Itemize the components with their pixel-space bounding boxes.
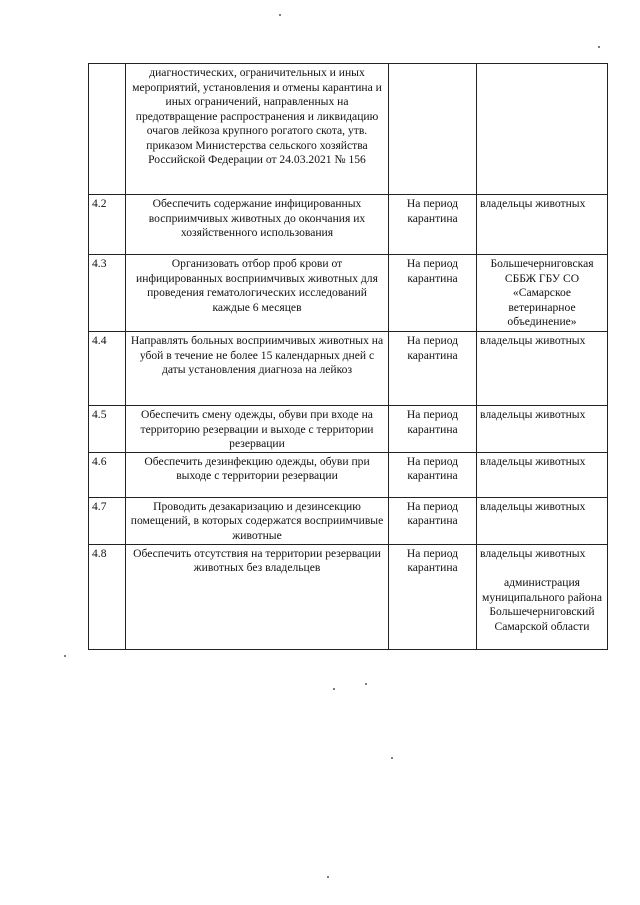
term-cell: На период карантина bbox=[389, 332, 477, 406]
action-cell: диагностических, ограничительных и иных мероприятий, установления и отмены карантина и иных ограничений, направленных на предотвращение распространения и ликвидацию очагов лейкоза крупного рогатого скота, утв. приказом Министерства сельского хозяйства Российской Федерации от 24.03.2021 № 156 bbox=[126, 64, 389, 195]
term-cell: На период карантина bbox=[389, 406, 477, 453]
action-cell: Обеспечить отсутствия на территории резервации животных без владельцев bbox=[126, 544, 389, 649]
responsible-cell: владельцы животных bbox=[477, 452, 608, 497]
term-cell bbox=[389, 64, 477, 195]
table-row bbox=[89, 255, 608, 332]
table-row bbox=[89, 452, 608, 497]
scan-speck bbox=[64, 655, 66, 657]
action-cell: Направлять больных восприимчивых животных на убой в течение не более 15 календарных дней с даты установления диагноза на лейкоз bbox=[126, 332, 389, 406]
row-number: 4.4 bbox=[89, 332, 126, 406]
scan-speck bbox=[333, 688, 335, 690]
table-row bbox=[89, 64, 608, 195]
responsible-owners: владельцы животных bbox=[480, 546, 586, 560]
responsible-administration: администрация муниципального района Большечерниговский Самарской области bbox=[482, 576, 602, 633]
row-number: 4.6 bbox=[89, 452, 126, 497]
action-cell: Организовать отбор проб крови от инфицированных восприимчивых животных для проведения гематологических исследований каждые 6 месяцев bbox=[126, 255, 389, 332]
table-row bbox=[89, 406, 608, 453]
spacer bbox=[480, 561, 604, 576]
responsible-cell: владельцы животных bbox=[477, 332, 608, 406]
responsible-cell: владельцы животных bbox=[477, 406, 608, 453]
action-cell: Обеспечить смену одежды, обуви при входе на территорию резервации и выходе с территории резервации bbox=[126, 406, 389, 453]
row-number bbox=[89, 64, 126, 195]
responsible-cell bbox=[477, 544, 608, 649]
action-cell: Обеспечить дезинфекцию одежды, обуви при выходе с территории резервации bbox=[126, 452, 389, 497]
table-row bbox=[89, 332, 608, 406]
action-cell: Обеспечить содержание инфицированных восприимчивых животных до окончания их хозяйственного использования bbox=[126, 195, 389, 255]
term-cell: На период карантина bbox=[389, 544, 477, 649]
row-number: 4.3 bbox=[89, 255, 126, 332]
responsible-cell: владельцы животных bbox=[477, 497, 608, 544]
table-row bbox=[89, 544, 608, 649]
term-cell: На период карантина bbox=[389, 255, 477, 332]
row-number: 4.8 bbox=[89, 544, 126, 649]
term-cell: На период карантина bbox=[389, 195, 477, 255]
row-number: 4.7 bbox=[89, 497, 126, 544]
term-cell: На период карантина bbox=[389, 452, 477, 497]
scan-speck bbox=[327, 876, 329, 878]
action-cell: Проводить дезакаризацию и дезинсекцию помещений, в которых содержатся восприимчивые животные bbox=[126, 497, 389, 544]
term-cell: На период карантина bbox=[389, 497, 477, 544]
row-number: 4.2 bbox=[89, 195, 126, 255]
scan-speck bbox=[279, 14, 281, 16]
scan-speck bbox=[365, 683, 367, 685]
responsible-cell bbox=[477, 64, 608, 195]
responsible-cell: Большечерниговская СББЖ ГБУ СО «Самарское ветеринарное объединение» bbox=[477, 255, 608, 332]
table-row bbox=[89, 497, 608, 544]
scan-speck bbox=[598, 46, 600, 48]
scan-speck bbox=[391, 757, 393, 759]
table-row bbox=[89, 195, 608, 255]
measures-table bbox=[88, 63, 608, 650]
row-number: 4.5 bbox=[89, 406, 126, 453]
responsible-cell: владельцы животных bbox=[477, 195, 608, 255]
